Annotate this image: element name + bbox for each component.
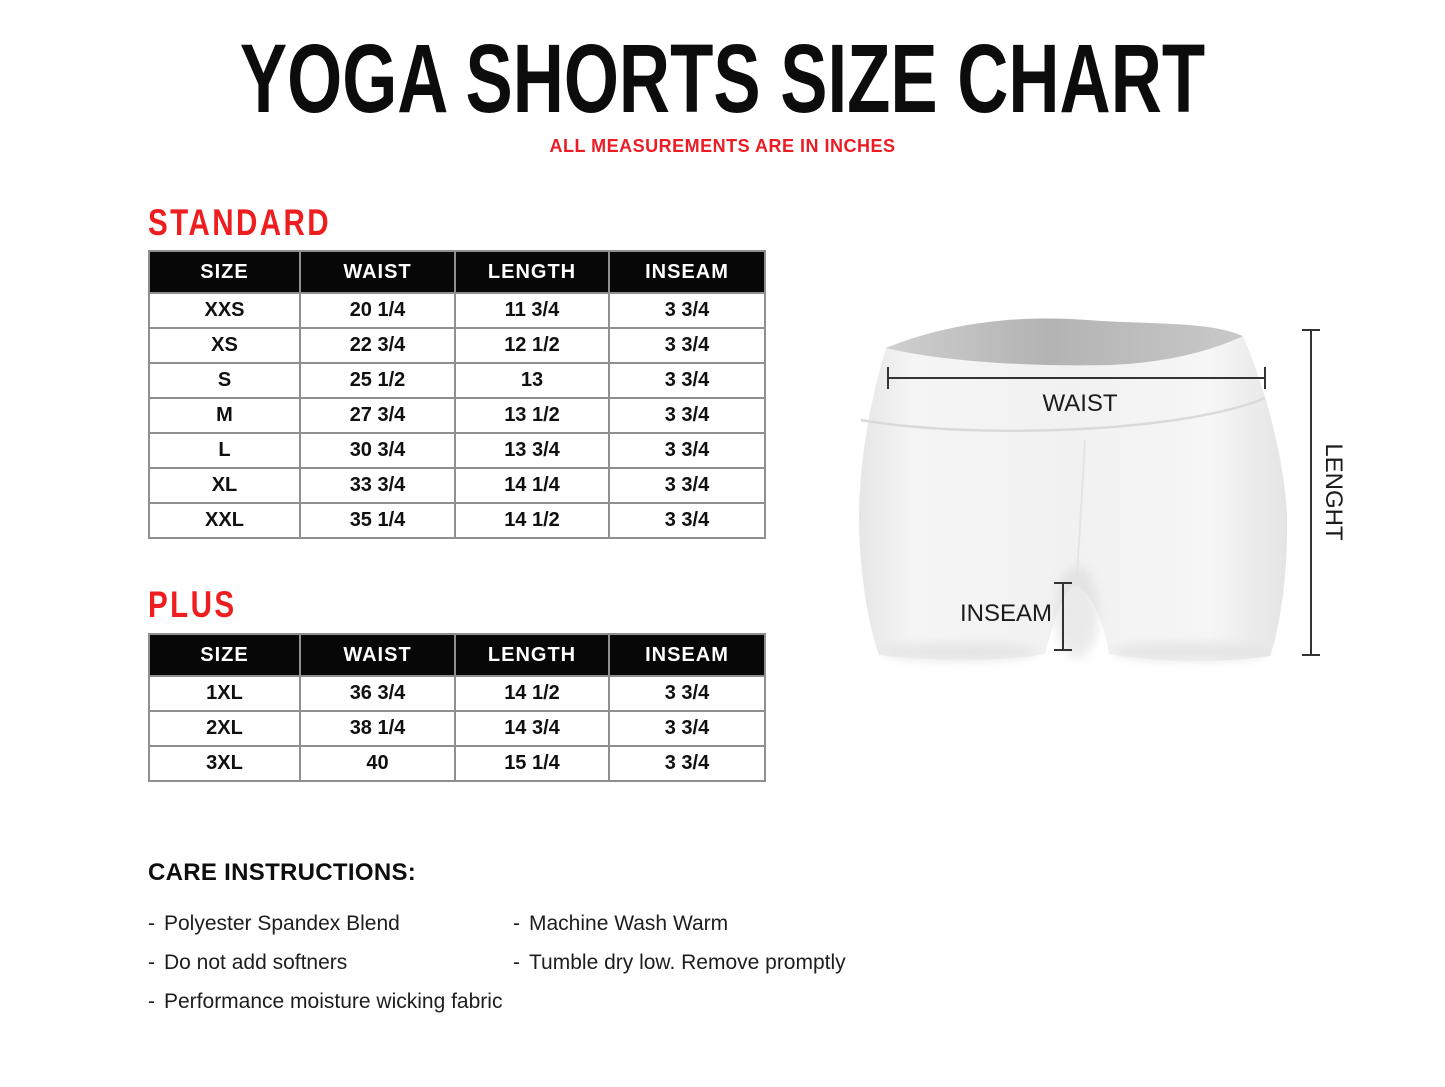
- length-cell: 13 3/4: [455, 433, 609, 468]
- size-cell: 3XL: [149, 746, 300, 781]
- length-cell: 14 1/2: [455, 503, 609, 538]
- column-header-size: SIZE: [149, 634, 300, 676]
- waist-cell: 25 1/2: [300, 363, 455, 398]
- waist-label: WAIST: [1042, 390, 1118, 417]
- inseam-cell: 3 3/4: [609, 676, 765, 711]
- size-cell: XXL: [149, 503, 300, 538]
- page-subtitle: ALL MEASUREMENTS ARE IN INCHES: [549, 136, 896, 156]
- waist-cell: 30 3/4: [300, 433, 455, 468]
- inseam-cell: 3 3/4: [609, 328, 765, 363]
- table-header-row: [149, 634, 765, 676]
- waist-cell: 40: [300, 746, 455, 781]
- bullet-dash: -: [513, 951, 520, 974]
- table-row: [149, 676, 765, 711]
- table-row: [149, 468, 765, 503]
- table-row: [149, 398, 765, 433]
- care-item-text: Tumble dry low. Remove promptly: [529, 951, 846, 974]
- table-row: [149, 293, 765, 328]
- inseam-label: INSEAM: [959, 600, 1052, 627]
- left-hem-shadow: [882, 643, 1038, 661]
- plus-size-table: [148, 633, 766, 782]
- inseam-cell: 3 3/4: [609, 363, 765, 398]
- length-measure-line: [1302, 330, 1320, 655]
- size-cell: M: [149, 398, 300, 433]
- column-header-inseam: INSEAM: [609, 634, 765, 676]
- standard-size-table: [148, 250, 766, 539]
- inseam-cell: 3 3/4: [609, 433, 765, 468]
- length-cell: 14 3/4: [455, 711, 609, 746]
- care-instructions-heading: CARE INSTRUCTIONS:: [148, 859, 417, 886]
- page-title: YOGA SHORTS SIZE CHART: [239, 24, 1206, 133]
- inseam-cell: 3 3/4: [609, 468, 765, 503]
- bullet-dash: -: [513, 912, 520, 935]
- inseam-cell: 3 3/4: [609, 503, 765, 538]
- waist-cell: 38 1/4: [300, 711, 455, 746]
- bullet-dash: -: [148, 990, 155, 1013]
- size-cell: 1XL: [149, 676, 300, 711]
- table-row: [149, 503, 765, 538]
- bullet-dash: -: [148, 951, 155, 974]
- inseam-cell: 3 3/4: [609, 746, 765, 781]
- size-cell: XL: [149, 468, 300, 503]
- size-cell: S: [149, 363, 300, 398]
- table-header-row: [149, 251, 765, 293]
- care-item: [148, 912, 400, 936]
- waist-cell: 20 1/4: [300, 293, 455, 328]
- column-header-waist: WAIST: [300, 634, 455, 676]
- size-cell: L: [149, 433, 300, 468]
- shorts-size-diagram: [855, 280, 1355, 700]
- size-cell: 2XL: [149, 711, 300, 746]
- length-cell: 14 1/2: [455, 676, 609, 711]
- length-cell: 12 1/2: [455, 328, 609, 363]
- table-row: [149, 433, 765, 468]
- right-hem-shadow: [1112, 643, 1268, 661]
- table-row: [149, 711, 765, 746]
- standard-section-heading: STANDARD: [148, 202, 332, 243]
- waist-cell: 33 3/4: [300, 468, 455, 503]
- length-label: LENGHT: [1320, 443, 1347, 541]
- waist-cell: 22 3/4: [300, 328, 455, 363]
- care-item: [513, 951, 846, 975]
- waist-cell: 27 3/4: [300, 398, 455, 433]
- care-item: [148, 990, 502, 1014]
- length-cell: 13 1/2: [455, 398, 609, 433]
- waist-cell: 36 3/4: [300, 676, 455, 711]
- inseam-cell: 3 3/4: [609, 293, 765, 328]
- inseam-cell: 3 3/4: [609, 398, 765, 433]
- table-row: [149, 746, 765, 781]
- length-cell: 15 1/4: [455, 746, 609, 781]
- length-cell: 13: [455, 363, 609, 398]
- length-cell: 14 1/4: [455, 468, 609, 503]
- column-header-length: LENGTH: [455, 634, 609, 676]
- inseam-cell: 3 3/4: [609, 711, 765, 746]
- column-header-size: SIZE: [149, 251, 300, 293]
- care-item: [513, 912, 728, 936]
- bullet-dash: -: [148, 912, 155, 935]
- table-row: [149, 328, 765, 363]
- column-header-waist: WAIST: [300, 251, 455, 293]
- care-item-text: Do not add softners: [164, 951, 348, 974]
- plus-section-heading: PLUS: [148, 584, 237, 625]
- care-item-text: Machine Wash Warm: [529, 912, 729, 935]
- size-cell: XXS: [149, 293, 300, 328]
- length-cell: 11 3/4: [455, 293, 609, 328]
- care-item: [148, 951, 347, 975]
- column-header-length: LENGTH: [455, 251, 609, 293]
- column-header-inseam: INSEAM: [609, 251, 765, 293]
- care-item-text: Performance moisture wicking fabric: [164, 990, 503, 1013]
- table-row: [149, 363, 765, 398]
- size-cell: XS: [149, 328, 300, 363]
- care-item-text: Polyester Spandex Blend: [164, 912, 400, 935]
- waist-cell: 35 1/4: [300, 503, 455, 538]
